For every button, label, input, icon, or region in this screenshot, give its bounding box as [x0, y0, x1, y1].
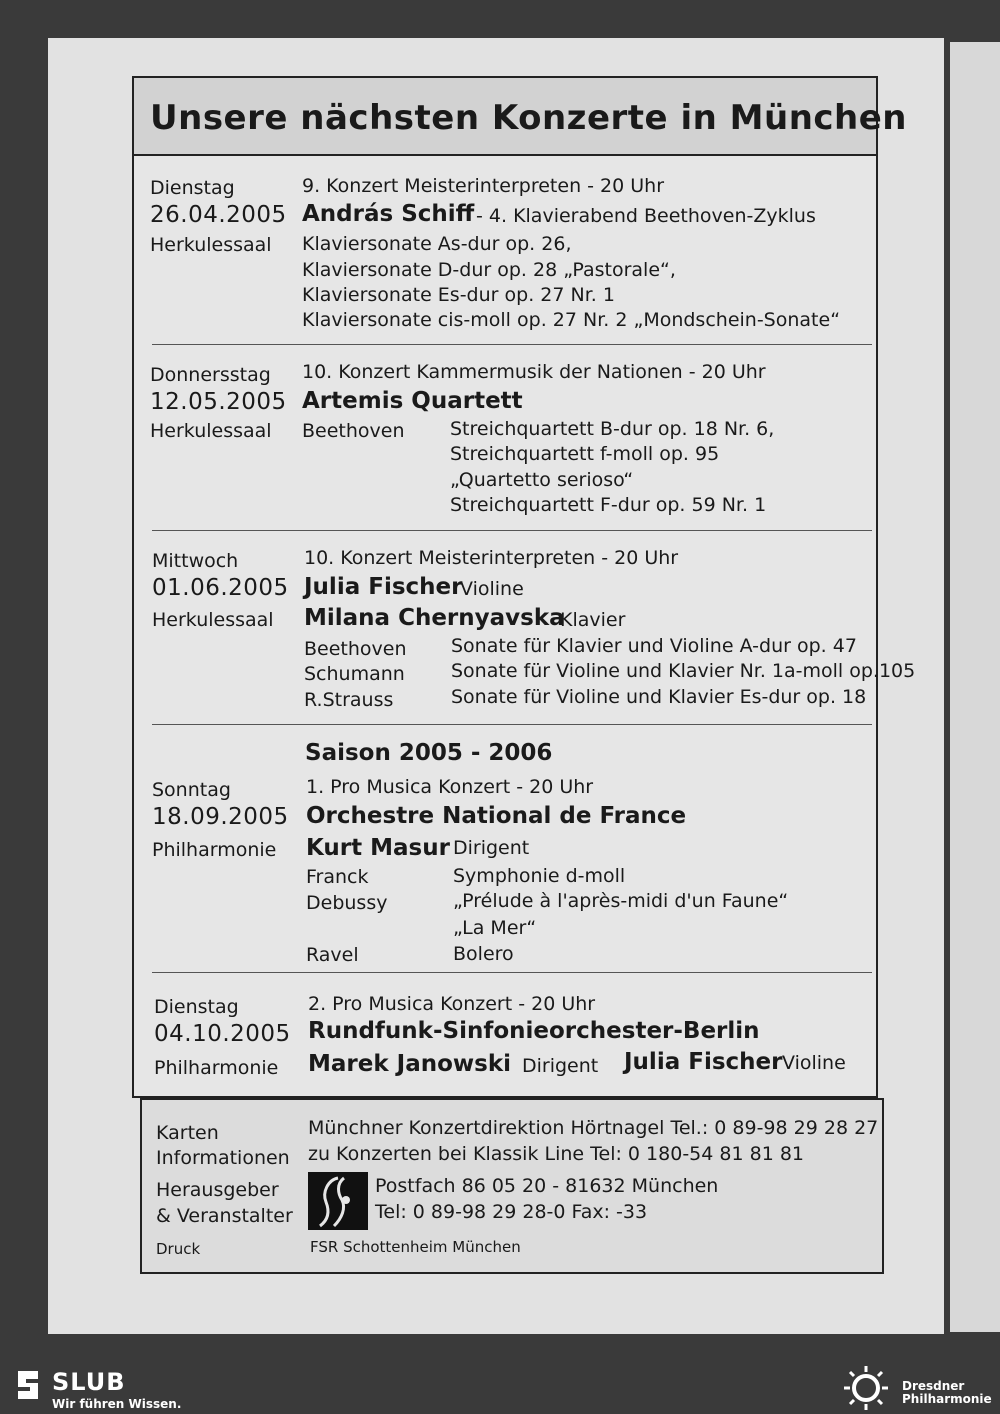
event-date: 01.06.2005	[152, 575, 289, 601]
event-venue: Herkulessaal	[150, 420, 272, 442]
next-page-edge	[950, 42, 1000, 1332]
program-line: Sonate für Violine und Klavier Es-dur op. 18	[451, 686, 867, 708]
soloist-role: Violine	[782, 1052, 846, 1074]
event-divider	[152, 724, 872, 725]
event-conductor: Marek Janowski	[308, 1051, 512, 1077]
event-artist: András Schiff	[302, 201, 475, 227]
printer-name: FSR Schottenheim München	[310, 1238, 521, 1256]
info-contact: zu Konzerten bei Klassik Line Tel: 0 180-54 81 81 81	[308, 1143, 804, 1165]
program-composer: Debussy	[306, 892, 388, 914]
page-title: Unsere nächsten Konzerte in München	[150, 98, 908, 138]
event-series: 2. Pro Musica Konzert - 20 Uhr	[308, 993, 596, 1015]
event-artist: Milana Chernyavska	[304, 605, 565, 631]
organizer-label: & Veranstalter	[156, 1205, 293, 1227]
event-date: 26.04.2005	[150, 202, 287, 228]
slub-tagline: Wir führen Wissen.	[52, 1397, 182, 1411]
program-line: Klaviersonate D-dur op. 28 „Pastorale“,	[302, 259, 676, 281]
program-line: „La Mer“	[453, 917, 537, 939]
print-label: Druck	[156, 1240, 201, 1258]
event-venue: Philharmonie	[154, 1057, 279, 1079]
program-composer: R.Strauss	[304, 689, 394, 711]
program-line: Symphonie d-moll	[453, 865, 626, 887]
event-day: Sonntag	[152, 779, 231, 801]
conductor-role: Dirigent	[522, 1055, 599, 1077]
event-date: 18.09.2005	[152, 804, 289, 830]
program-line: „Quartetto serioso“	[450, 469, 634, 491]
event-venue: Herkulessaal	[150, 234, 272, 256]
conductor-role: Dirigent	[453, 837, 530, 859]
artist-role: Klavier	[560, 609, 626, 631]
dp-name-line2: Philharmonie	[902, 1392, 992, 1406]
event-soloist: Julia Fischer	[624, 1049, 783, 1075]
program-line: Sonate für Klavier und Violine A-dur op. 47	[451, 635, 857, 657]
program-line: Klaviersonate As-dur op. 26,	[302, 233, 572, 255]
event-venue: Philharmonie	[152, 839, 277, 861]
program-line: Streichquartett f-moll op. 95	[450, 443, 720, 465]
event-series: 10. Konzert Kammermusik der Nationen - 20 Uhr	[302, 361, 766, 383]
event-divider	[152, 972, 872, 973]
publisher-phone: Tel: 0 89-98 29 28-0 Fax: -33	[375, 1201, 648, 1223]
event-series: 1. Pro Musica Konzert - 20 Uhr	[306, 776, 594, 798]
event-date: 12.05.2005	[150, 389, 287, 415]
program-line: Klaviersonate Es-dur op. 27 Nr. 1	[302, 284, 615, 306]
program-composer: Schumann	[304, 663, 405, 685]
event-day: Dienstag	[150, 177, 235, 199]
event-series: 9. Konzert Meisterinterpreten - 20 Uhr	[302, 175, 665, 197]
slub-name[interactable]: SLUB	[52, 1368, 126, 1396]
event-day: Dienstag	[154, 996, 239, 1018]
program-line: Sonate für Violine und Klavier Nr. 1a-moll op.105	[451, 660, 916, 682]
tickets-contact: Münchner Konzertdirektion Hörtnagel Tel.: 0 89-98 29 28 27	[308, 1117, 879, 1139]
event-divider	[152, 344, 872, 345]
program-composer: Franck	[306, 866, 369, 888]
program-line: Streichquartett F-dur op. 59 Nr. 1	[450, 494, 767, 516]
event-conductor: Kurt Masur	[306, 835, 450, 861]
program-composer: Ravel	[306, 944, 359, 966]
dresdner-philharmonie-logo-icon[interactable]	[840, 1364, 892, 1412]
program-line: Klaviersonate cis-moll op. 27 Nr. 2 „Mondschein-Sonate“	[302, 309, 841, 331]
event-venue: Herkulessaal	[152, 609, 274, 631]
program-line: Streichquartett B-dur op. 18 Nr. 6,	[450, 418, 775, 440]
event-divider	[152, 530, 872, 531]
dp-name-line1: Dresdner	[902, 1379, 965, 1393]
program-line: Bolero	[453, 943, 514, 965]
program-composer: Beethoven	[302, 420, 405, 442]
program-line: „Prélude à l'après-midi d'un Faune“	[453, 890, 789, 912]
event-ensemble: Rundfunk-Sinfonieorchester-Berlin	[308, 1018, 760, 1044]
orchestra-logo	[308, 1172, 368, 1230]
event-date: 04.10.2005	[154, 1021, 291, 1047]
tickets-label: Karten	[156, 1122, 219, 1144]
season-heading: Saison 2005 - 2006	[305, 740, 553, 766]
event-artist-suffix: - 4. Klavierabend Beethoven-Zyklus	[476, 205, 816, 227]
event-series: 10. Konzert Meisterinterpreten - 20 Uhr	[304, 547, 679, 569]
event-artist: Artemis Quartett	[302, 388, 523, 414]
event-day: Donnersstag	[150, 364, 271, 386]
program-composer: Beethoven	[304, 638, 407, 660]
publisher-address: Postfach 86 05 20 - 81632 München	[375, 1175, 719, 1197]
info-label: Informationen	[156, 1147, 290, 1169]
event-artist: Julia Fischer	[304, 574, 463, 600]
event-day: Mittwoch	[152, 550, 239, 572]
publisher-label: Herausgeber	[156, 1179, 279, 1201]
slub-logo-icon[interactable]	[14, 1369, 42, 1401]
event-ensemble: Orchestre National de France	[306, 803, 687, 829]
artist-role: Violine	[460, 578, 524, 600]
